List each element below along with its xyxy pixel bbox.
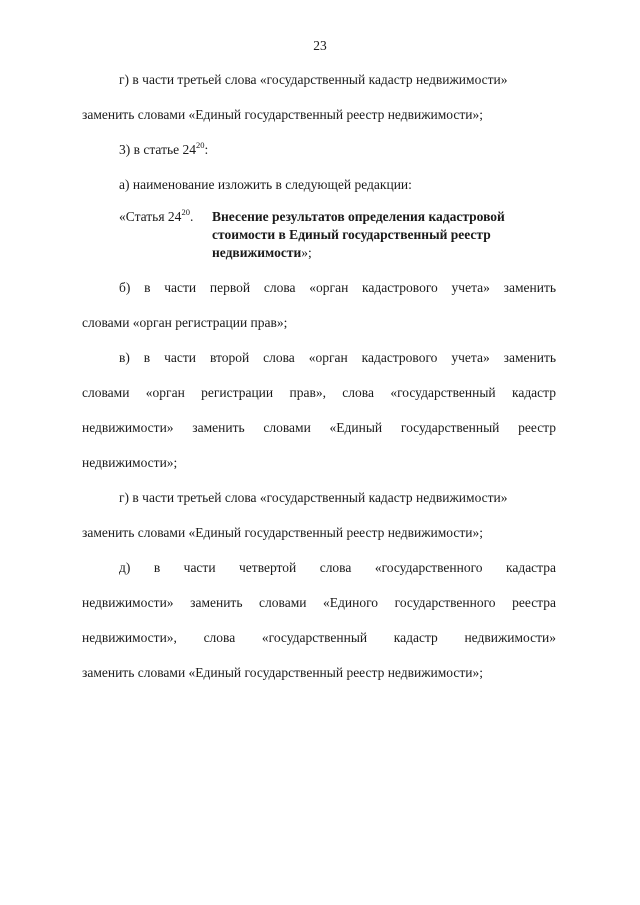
paragraph-v-line-4: недвижимости»; (82, 455, 178, 470)
page-number: 23 (313, 38, 327, 53)
article-label-text: «Статья 24 (119, 209, 182, 224)
paragraph-g2-line-2: заменить словами «Единый государственный реестр недвижимости»; (82, 525, 483, 540)
paragraph-g2-line-1: г) в части третьей слова «государственный кадастр недвижимости» (119, 490, 508, 505)
paragraph-3-heading (119, 142, 556, 158)
article-label-dot: . (189, 209, 194, 224)
paragraph-v-line-3: недвижимости» заменить словами «Единый государственный реестр (82, 420, 556, 435)
paragraph-3-colon: : (204, 142, 209, 157)
paragraph-a: а) наименование изложить в следующей редакции: (119, 177, 412, 192)
paragraph-d-line-3: недвижимости», слова «государственный кадастр недвижимости» (82, 630, 556, 645)
article-label-superscript: 20 (181, 207, 190, 217)
paragraph-d-line-4: заменить словами «Единый государственный реестр недвижимости»; (82, 665, 483, 680)
paragraph-v-line-1: в) в части второй слова «орган кадастрового учета» заменить (119, 350, 556, 365)
paragraph-3-text: 3) в статье 24 (119, 142, 196, 157)
paragraph-b-line-1: б) в части первой слова «орган кадастрового учета» заменить (119, 280, 556, 295)
article-title-bold: Внесение результатов определения кадастровой стоимости в Единый государственный реестр недвижимости (212, 209, 505, 260)
paragraph-3-superscript: 20 (196, 140, 205, 150)
article-label (119, 208, 193, 226)
paragraph-b-line-2: словами «орган регистрации прав»; (82, 315, 288, 330)
paragraph-g-line-1: г) в части третьей слова «государственный кадастр недвижимости» (119, 72, 508, 87)
article-title-tail: »; (301, 245, 312, 260)
article-title (212, 208, 557, 262)
paragraph-d-line-1: д) в части четвертой слова «государственного кадастра (119, 560, 556, 575)
paragraph-d-line-2: недвижимости» заменить словами «Единого государственного реестра (82, 595, 556, 610)
paragraph-v-line-2: словами «орган регистрации прав», слова «государственный кадастр (82, 385, 556, 400)
paragraph-g-line-2: заменить словами «Единый государственный реестр недвижимости»; (82, 107, 483, 122)
